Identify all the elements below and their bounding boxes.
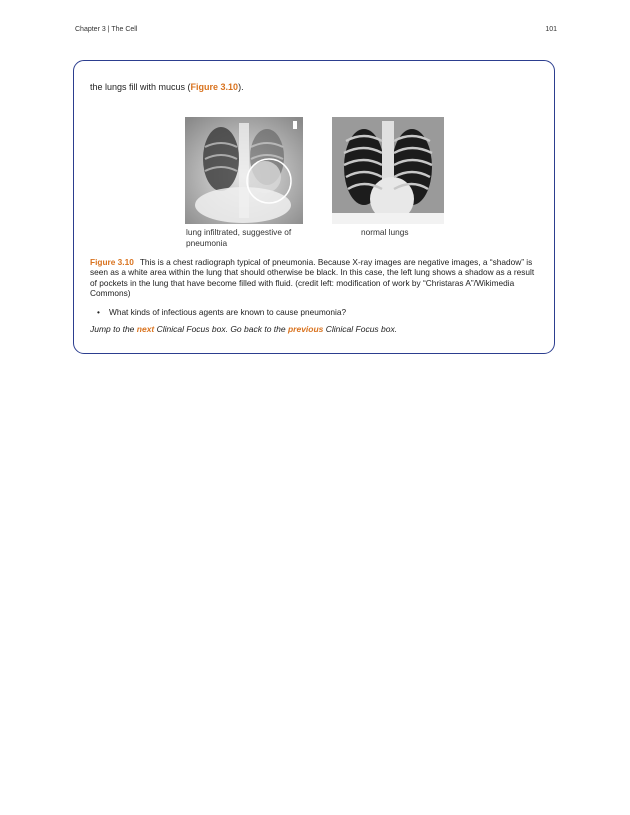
jump-text-1: Jump to the — [90, 324, 137, 334]
next-link[interactable]: next — [136, 324, 155, 334]
jump-text-3: Clinical Focus box. — [323, 324, 398, 334]
page-number: 101 — [545, 26, 557, 33]
figure-reference-link[interactable]: Figure 3.10 — [190, 82, 239, 92]
left-image-caption: lung infiltrated, suggestive of pneumonia — [186, 227, 292, 248]
chapter-title: Chapter 3 | The Cell — [75, 26, 138, 33]
previous-link[interactable]: previous — [287, 324, 324, 334]
list-item — [97, 307, 347, 317]
normal-lungs-xray-image — [332, 117, 444, 224]
pneumonia-xray-image — [185, 117, 303, 224]
lead-paragraph — [90, 82, 244, 92]
lead-text: the lungs fill with mucus ( — [90, 82, 191, 92]
figure-caption — [90, 257, 538, 298]
figure-label: Figure 3.10 — [90, 257, 134, 267]
list-item-text: What kinds of infectious agents are known to cause pneumonia? — [109, 307, 347, 317]
jump-text-2: Clinical Focus box. Go back to the — [154, 324, 288, 334]
jump-navigation — [90, 324, 397, 334]
figure-caption-text: This is a chest radiograph typical of pneumonia. Because X-ray images are negative images, a “shadow” is seen as a white area within the lung that should otherwise be black. In this case, the left lung shows a shadow as a result of pockets in the lung that have become filled with fluid. (credit left: modification of work by “Christaras A”/Wikimedia Commons) — [90, 257, 535, 298]
clinical-focus-box — [73, 60, 555, 354]
bullet-icon: • — [97, 307, 100, 317]
running-header — [75, 26, 557, 33]
lead-end: ). — [238, 82, 244, 92]
right-image-caption: normal lungs — [361, 227, 409, 237]
